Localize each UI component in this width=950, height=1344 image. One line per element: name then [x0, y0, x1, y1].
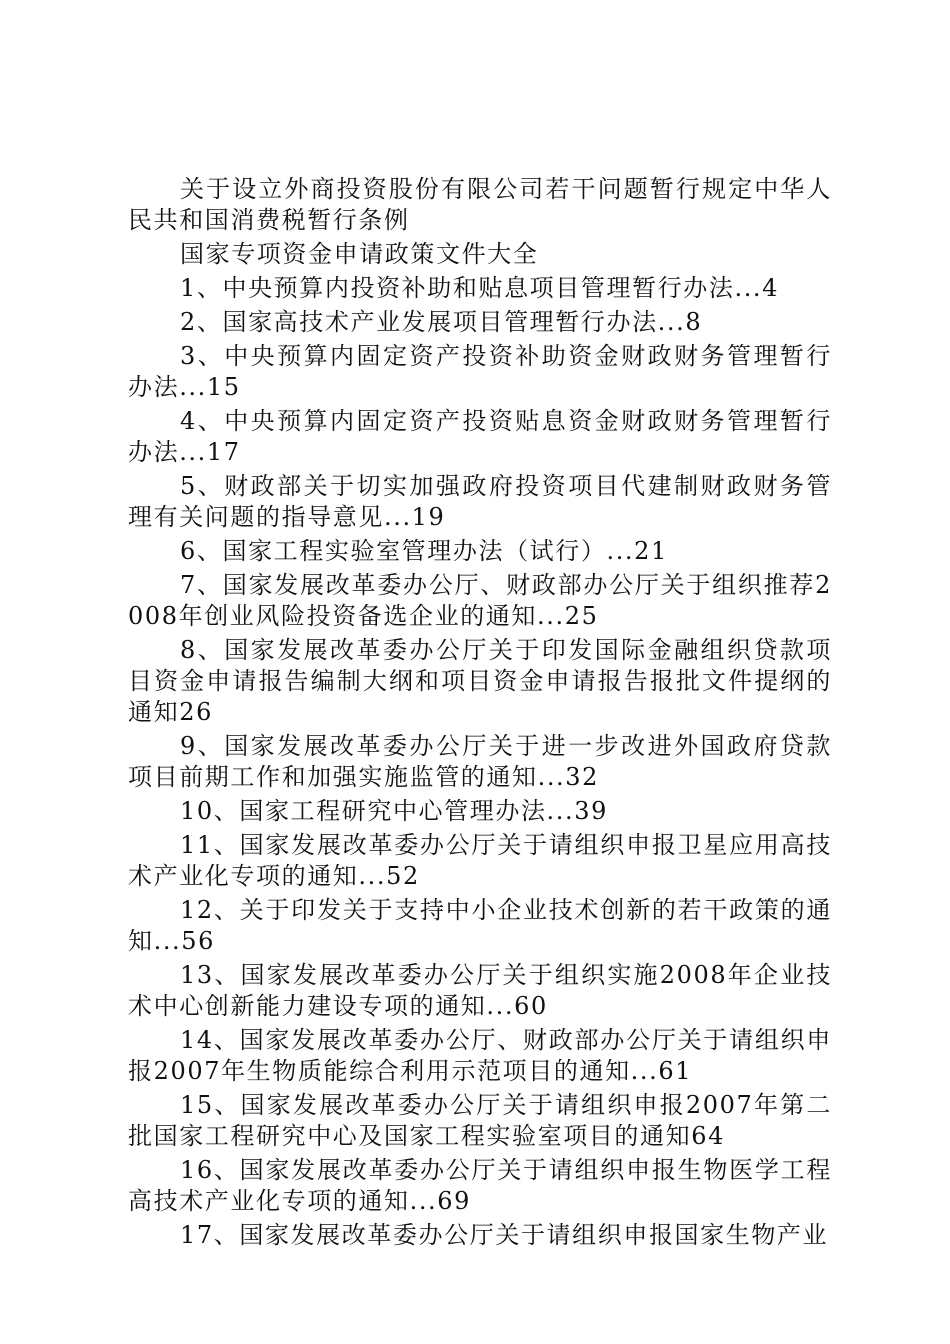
document-page — [128, 174, 832, 1254]
toc-item-6: 6、国家工程实验室管理办法（试行）...21 — [180, 537, 668, 565]
toc-item-3: 3、中央预算内固定资产投资补助资金财政财务管理暂行办法...15 — [128, 342, 832, 401]
toc-item-10: 10、国家工程研究中心管理办法...39 — [180, 797, 608, 825]
toc-item-17: 17、国家发展改革委办公厅关于请组织申报国家生物产业 — [180, 1221, 829, 1249]
toc-item-14: 14、国家发展改革委办公厅、财政部办公厅关于请组织申报2007年生物质能综合利用示范项目的通知...61 — [128, 1026, 832, 1085]
toc-item-8: 8、国家发展改革委办公厅关于印发国际金融组织贷款项目资金申请报告编制大纲和项目资金申请报告报批文件提纲的通知26 — [128, 636, 832, 726]
toc-item-7: 7、国家发展改革委办公厅、财政部办公厅关于组织推荐2008年创业风险投资备选企业的通知...25 — [128, 571, 832, 630]
toc-item-16: 16、国家发展改革委办公厅关于请组织申报生物医学工程高技术产业化专项的通知...69 — [128, 1156, 832, 1215]
toc-item-1: 1、中央预算内投资补助和贴息项目管理暂行办法...4 — [180, 274, 780, 302]
toc-item-2: 2、国家高技术产业发展项目管理暂行办法...8 — [180, 308, 703, 336]
toc-item-12: 12、关于印发关于支持中小企业技术创新的若干政策的通知...56 — [128, 896, 832, 955]
toc-item-9: 9、国家发展改革委办公厅关于进一步改进外国政府贷款项目前期工作和加强实施监管的通知...32 — [128, 732, 832, 791]
toc-item-11: 11、国家发展改革委办公厅关于请组织申报卫星应用高技术产业化专项的通知...52 — [128, 831, 832, 890]
toc-item-5: 5、财政部关于切实加强政府投资项目代建制财政财务管理有关问题的指导意见...19 — [128, 472, 832, 531]
toc-item-4: 4、中央预算内固定资产投资贴息资金财政财务管理暂行办法...17 — [128, 407, 832, 466]
toc-item-15: 15、国家发展改革委办公厅关于请组织申报2007年第二批国家工程研究中心及国家工程实验室项目的通知64 — [128, 1091, 832, 1150]
paragraph-heading: 国家专项资金申请政策文件大全 — [180, 240, 539, 268]
toc-item-13: 13、国家发展改革委办公厅关于组织实施2008年企业技术中心创新能力建设专项的通知...60 — [128, 961, 832, 1020]
paragraph-intro: 关于设立外商投资股份有限公司若干问题暂行规定中华人民共和国消费税暂行条例 — [128, 175, 832, 234]
